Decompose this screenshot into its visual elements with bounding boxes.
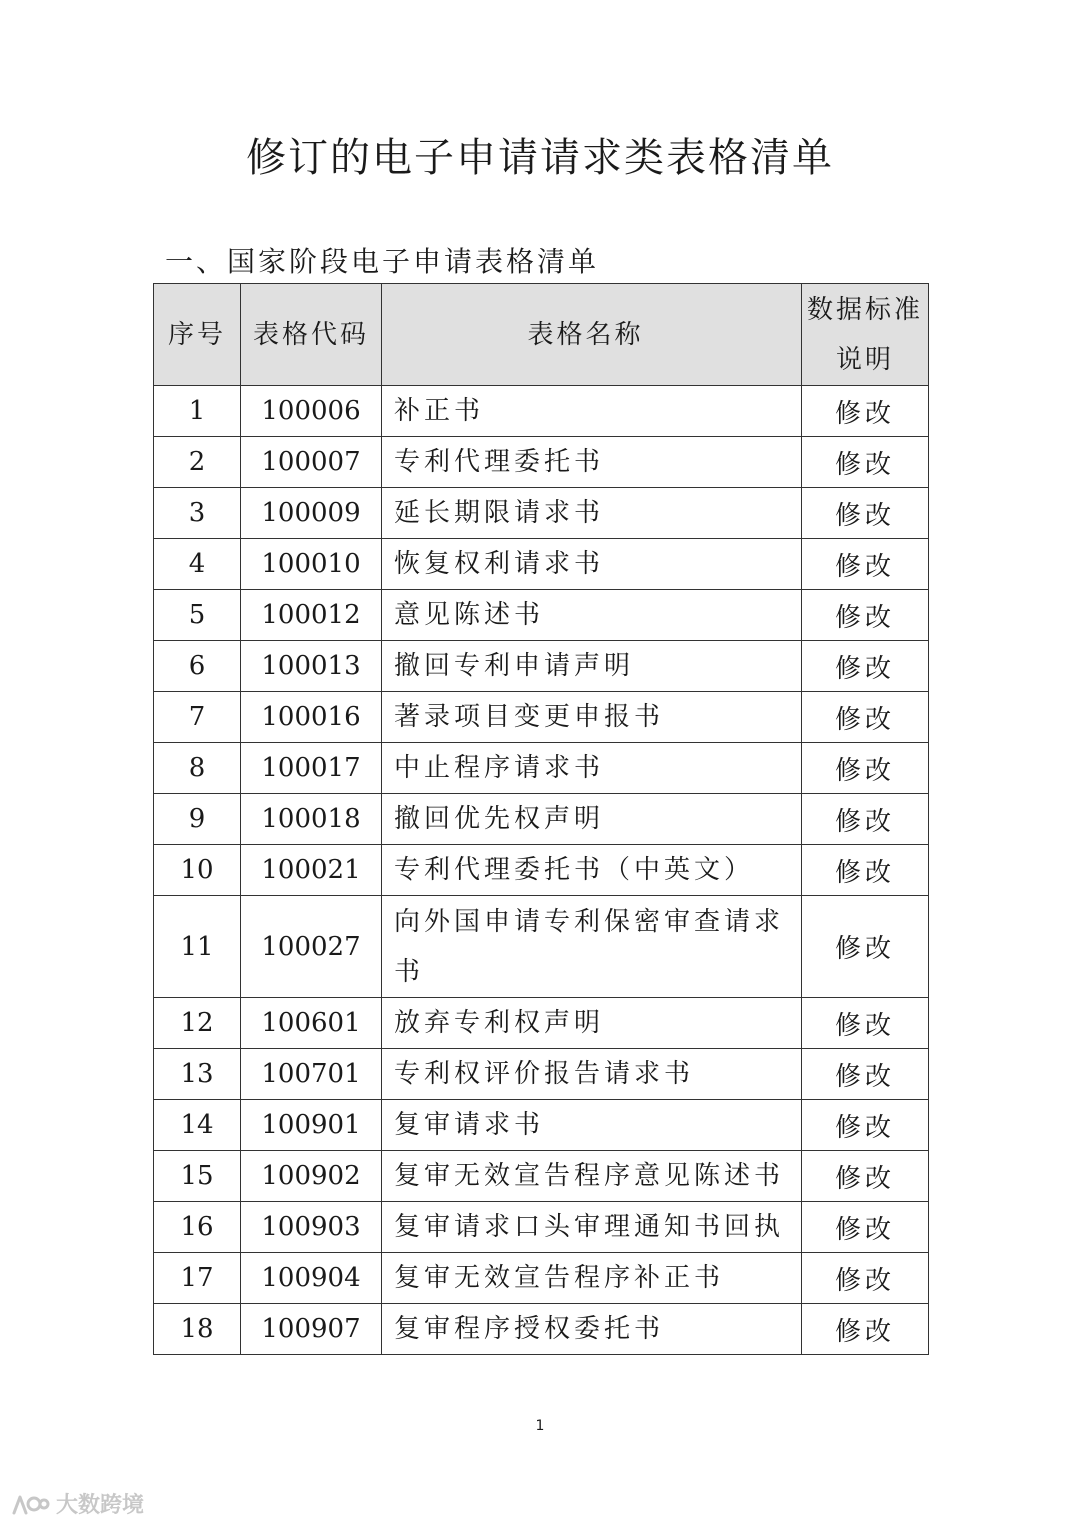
table-row — [154, 488, 929, 539]
row-form-name: 向外国申请专利保密审查请求书 — [382, 896, 802, 998]
row-form-name: 补正书 — [382, 386, 802, 437]
row-note: 修改 — [802, 1304, 929, 1355]
row-index: 9 — [154, 794, 241, 845]
table-row — [154, 743, 929, 794]
row-index: 13 — [154, 1049, 241, 1100]
row-note: 修改 — [802, 437, 929, 488]
row-index: 1 — [154, 386, 241, 437]
row-note: 修改 — [802, 998, 929, 1049]
row-index: 18 — [154, 1304, 241, 1355]
row-code: 100016 — [241, 692, 382, 743]
row-code: 100701 — [241, 1049, 382, 1100]
row-form-name: 著录项目变更申报书 — [382, 692, 802, 743]
table-header-row — [154, 284, 929, 386]
row-index: 14 — [154, 1100, 241, 1151]
row-form-name: 专利权评价报告请求书 — [382, 1049, 802, 1100]
row-index: 17 — [154, 1253, 241, 1304]
brand-logo-icon — [10, 1491, 50, 1517]
table-row — [154, 386, 929, 437]
row-index: 11 — [154, 896, 241, 998]
row-form-name: 中止程序请求书 — [382, 743, 802, 794]
row-code: 100018 — [241, 794, 382, 845]
row-index: 4 — [154, 539, 241, 590]
row-code: 100902 — [241, 1151, 382, 1202]
row-code: 100903 — [241, 1202, 382, 1253]
row-form-name: 复审请求口头审理通知书回执 — [382, 1202, 802, 1253]
row-note: 修改 — [802, 1151, 929, 1202]
header-index: 序号 — [154, 284, 241, 386]
row-note: 修改 — [802, 794, 929, 845]
row-index: 3 — [154, 488, 241, 539]
row-form-name: 撤回优先权声明 — [382, 794, 802, 845]
row-note: 修改 — [802, 743, 929, 794]
row-form-name: 专利代理委托书 — [382, 437, 802, 488]
header-code: 表格代码 — [241, 284, 382, 386]
table-row — [154, 590, 929, 641]
forms-table — [153, 283, 929, 1355]
row-form-name: 恢复权利请求书 — [382, 539, 802, 590]
row-code: 100601 — [241, 998, 382, 1049]
row-code: 100013 — [241, 641, 382, 692]
table-row — [154, 998, 929, 1049]
page-number: 1 — [535, 1418, 545, 1434]
row-index: 7 — [154, 692, 241, 743]
row-form-name: 撤回专利申请声明 — [382, 641, 802, 692]
row-note: 修改 — [802, 1202, 929, 1253]
row-form-name: 放弃专利权声明 — [382, 998, 802, 1049]
row-index: 6 — [154, 641, 241, 692]
row-note: 修改 — [802, 590, 929, 641]
row-form-name: 复审无效宣告程序补正书 — [382, 1253, 802, 1304]
table-row — [154, 539, 929, 590]
row-index: 5 — [154, 590, 241, 641]
row-form-name: 意见陈述书 — [382, 590, 802, 641]
row-note: 修改 — [802, 1049, 929, 1100]
row-form-name: 复审无效宣告程序意见陈述书 — [382, 1151, 802, 1202]
row-index: 2 — [154, 437, 241, 488]
table-row — [154, 437, 929, 488]
row-code: 100012 — [241, 590, 382, 641]
table-row — [154, 1304, 929, 1355]
row-code: 100006 — [241, 386, 382, 437]
row-note: 修改 — [802, 692, 929, 743]
row-note: 修改 — [802, 1100, 929, 1151]
row-code: 100901 — [241, 1100, 382, 1151]
table-row — [154, 845, 929, 896]
row-form-name: 延长期限请求书 — [382, 488, 802, 539]
header-name: 表格名称 — [382, 284, 802, 386]
row-code: 100027 — [241, 896, 382, 998]
row-code: 100010 — [241, 539, 382, 590]
watermark-text: 大数跨境 — [56, 1493, 145, 1518]
table-row — [154, 1049, 929, 1100]
row-code: 100017 — [241, 743, 382, 794]
row-note: 修改 — [802, 539, 929, 590]
table-row — [154, 1202, 929, 1253]
table-body — [154, 386, 929, 1355]
row-index: 16 — [154, 1202, 241, 1253]
row-code: 100021 — [241, 845, 382, 896]
table-row — [154, 1151, 929, 1202]
table-row — [154, 692, 929, 743]
row-form-name: 专利代理委托书（中英文） — [382, 845, 802, 896]
table-row — [154, 1100, 929, 1151]
row-note: 修改 — [802, 488, 929, 539]
row-index: 8 — [154, 743, 241, 794]
watermark — [10, 1488, 144, 1519]
row-form-name: 复审程序授权委托书 — [382, 1304, 802, 1355]
row-code: 100907 — [241, 1304, 382, 1355]
row-form-name: 复审请求书 — [382, 1100, 802, 1151]
row-index: 10 — [154, 845, 241, 896]
table-row — [154, 641, 929, 692]
section-heading: 一、国家阶段电子申请表格清单 — [165, 245, 600, 278]
row-note: 修改 — [802, 1253, 929, 1304]
document-title: 修订的电子申请请求类表格清单 — [246, 135, 834, 181]
row-index: 12 — [154, 998, 241, 1049]
row-note: 修改 — [802, 845, 929, 896]
row-code: 100007 — [241, 437, 382, 488]
row-code: 100009 — [241, 488, 382, 539]
table-row — [154, 896, 929, 998]
header-note: 数据标准说明 — [802, 284, 929, 386]
row-note: 修改 — [802, 386, 929, 437]
table-row — [154, 1253, 929, 1304]
row-code: 100904 — [241, 1253, 382, 1304]
table-row — [154, 794, 929, 845]
row-note: 修改 — [802, 641, 929, 692]
row-note: 修改 — [802, 896, 929, 998]
row-index: 15 — [154, 1151, 241, 1202]
